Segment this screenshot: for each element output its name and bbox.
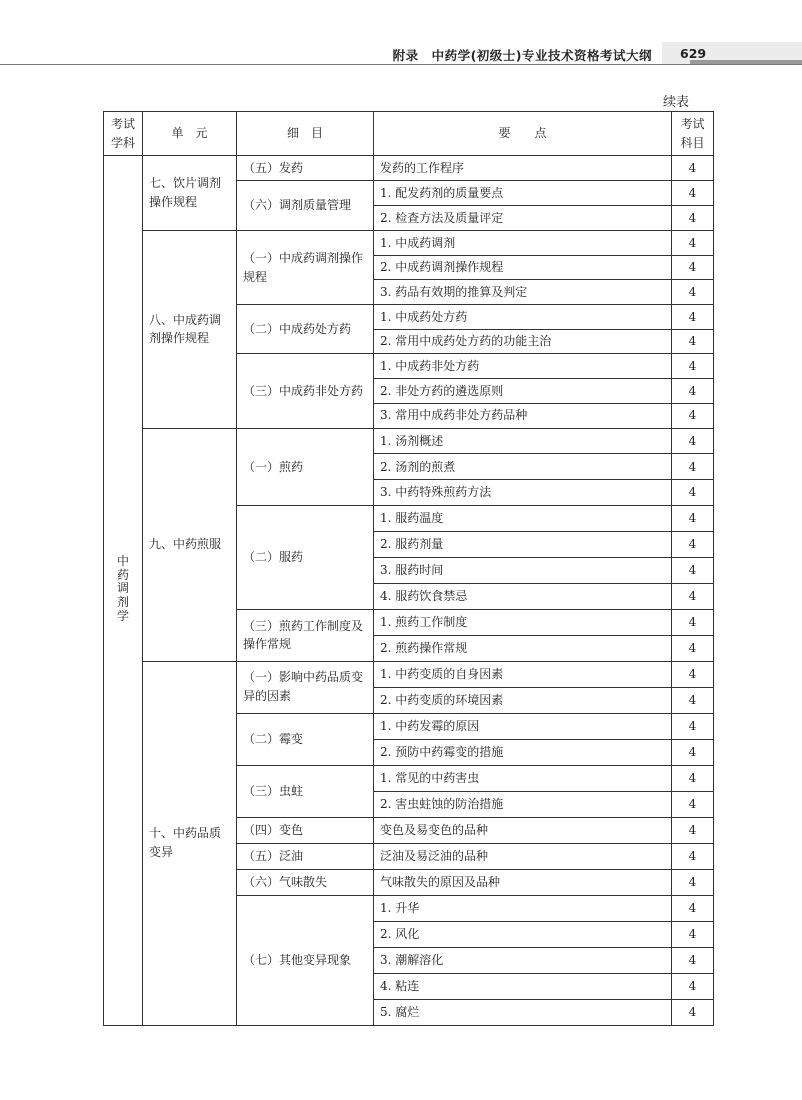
point-cell: 1. 中药变质的自身因素 [374, 661, 672, 687]
score-cell: 4 [672, 921, 714, 947]
point-cell: 2. 检查方法及质量评定 [374, 206, 672, 231]
detail-cell: （一）中成药调剂操作规程 [237, 231, 374, 305]
score-cell: 4 [672, 947, 714, 973]
score-cell: 4 [672, 843, 714, 869]
subject-cell [104, 156, 143, 1026]
point-cell: 2. 煎药操作常规 [374, 635, 672, 661]
score-cell: 4 [672, 557, 714, 583]
table-row [104, 661, 714, 687]
detail-cell: （六）调剂质量管理 [237, 181, 374, 231]
table-row [104, 231, 714, 256]
score-cell: 4 [672, 713, 714, 739]
header-cell-subject: 考试学科 [104, 112, 143, 156]
point-cell: 2. 中成药调剂操作规程 [374, 255, 672, 280]
point-cell: 1. 煎药工作制度 [374, 609, 672, 635]
detail-cell: （五）泛油 [237, 843, 374, 869]
syllabus-table-body [104, 112, 714, 1026]
score-cell: 4 [672, 206, 714, 231]
point-cell: 变色及易变色的品种 [374, 817, 672, 843]
point-cell: 3. 药品有效期的推算及判定 [374, 280, 672, 305]
point-cell: 3. 常用中成药非处方药品种 [374, 403, 672, 428]
point-cell: 1. 服药温度 [374, 506, 672, 532]
unit-cell: 十、中药品质变异 [143, 661, 237, 1025]
score-cell: 4 [672, 255, 714, 280]
page-number: 629 [680, 46, 707, 61]
syllabus-table [103, 111, 714, 1026]
detail-cell: （三）中成药非处方药 [237, 354, 374, 428]
point-cell: 1. 中成药调剂 [374, 231, 672, 256]
point-cell: 1. 升华 [374, 895, 672, 921]
point-cell: 气味散失的原因及品种 [374, 869, 672, 895]
detail-cell: （一）煎药 [237, 428, 374, 506]
score-cell: 4 [672, 305, 714, 330]
point-cell: 2. 预防中药霉变的措施 [374, 739, 672, 765]
unit-cell: 九、中药煎服 [143, 428, 237, 661]
detail-cell: （二）中成药处方药 [237, 305, 374, 354]
unit-cell: 七、饮片调剂操作规程 [143, 156, 237, 231]
score-cell: 4 [672, 999, 714, 1025]
continued-label: 续表 [662, 95, 689, 110]
detail-cell: （三）虫蛀 [237, 765, 374, 817]
score-cell: 4 [672, 895, 714, 921]
header-cell-detail: 细 目 [237, 112, 374, 156]
score-cell: 4 [672, 869, 714, 895]
score-cell: 4 [672, 181, 714, 206]
header-cell-points: 要 点 [374, 112, 672, 156]
point-cell: 2. 非处方药的遴选原则 [374, 379, 672, 404]
score-cell: 4 [672, 583, 714, 609]
point-cell: 1. 中成药处方药 [374, 305, 672, 330]
point-cell: 1. 常见的中药害虫 [374, 765, 672, 791]
point-cell: 2. 常用中成药处方药的功能主治 [374, 329, 672, 354]
score-cell: 4 [672, 661, 714, 687]
detail-cell: （三）煎药工作制度及操作常规 [237, 609, 374, 661]
score-cell: 4 [672, 635, 714, 661]
point-cell: 2. 服药剂量 [374, 532, 672, 558]
score-cell: 4 [672, 280, 714, 305]
point-cell: 2. 风化 [374, 921, 672, 947]
point-cell: 4. 服药饮食禁忌 [374, 583, 672, 609]
point-cell: 3. 潮解溶化 [374, 947, 672, 973]
point-cell: 1. 中成药非处方药 [374, 354, 672, 379]
header-cell-unit: 单 元 [143, 112, 237, 156]
header-rule [0, 64, 802, 65]
point-cell: 2. 汤剂的煎煮 [374, 454, 672, 480]
subject-label: 中药调剂学 [117, 553, 130, 624]
point-cell: 3. 服药时间 [374, 557, 672, 583]
detail-cell: （六）气味散失 [237, 869, 374, 895]
detail-cell: （二）霉变 [237, 713, 374, 765]
score-cell: 4 [672, 480, 714, 506]
score-cell: 4 [672, 354, 714, 379]
score-cell: 4 [672, 454, 714, 480]
table-row [104, 428, 714, 454]
score-cell: 4 [672, 765, 714, 791]
running-header-title: 附录 中药学(初级士)专业技术资格考试大纲 [392, 48, 652, 63]
detail-cell: （四）变色 [237, 817, 374, 843]
point-cell: 发药的工作程序 [374, 156, 672, 181]
score-cell: 4 [672, 156, 714, 181]
unit-cell: 八、中成药调剂操作规程 [143, 231, 237, 429]
detail-cell: （二）服药 [237, 506, 374, 610]
point-cell: 1. 配发药剂的质量要点 [374, 181, 672, 206]
score-cell: 4 [672, 973, 714, 999]
score-cell: 4 [672, 506, 714, 532]
detail-cell: （一）影响中药品质变异的因素 [237, 661, 374, 713]
point-cell: 3. 中药特殊煎药方法 [374, 480, 672, 506]
score-cell: 4 [672, 791, 714, 817]
table-row [104, 156, 714, 181]
detail-cell: （七）其他变异现象 [237, 895, 374, 1025]
score-cell: 4 [672, 403, 714, 428]
header-cell-score: 考试科目 [672, 112, 714, 156]
point-cell: 泛油及易泛油的品种 [374, 843, 672, 869]
score-cell: 4 [672, 687, 714, 713]
point-cell: 5. 腐烂 [374, 999, 672, 1025]
score-cell: 4 [672, 739, 714, 765]
point-cell: 1. 汤剂概述 [374, 428, 672, 454]
score-cell: 4 [672, 428, 714, 454]
table-header-row [104, 112, 714, 156]
score-cell: 4 [672, 532, 714, 558]
point-cell: 4. 粘连 [374, 973, 672, 999]
point-cell: 2. 中药变质的环境因素 [374, 687, 672, 713]
point-cell: 2. 害虫蛀蚀的防治措施 [374, 791, 672, 817]
score-cell: 4 [672, 231, 714, 256]
score-cell: 4 [672, 329, 714, 354]
score-cell: 4 [672, 609, 714, 635]
detail-cell: （五）发药 [237, 156, 374, 181]
score-cell: 4 [672, 379, 714, 404]
score-cell: 4 [672, 817, 714, 843]
point-cell: 1. 中药发霉的原因 [374, 713, 672, 739]
